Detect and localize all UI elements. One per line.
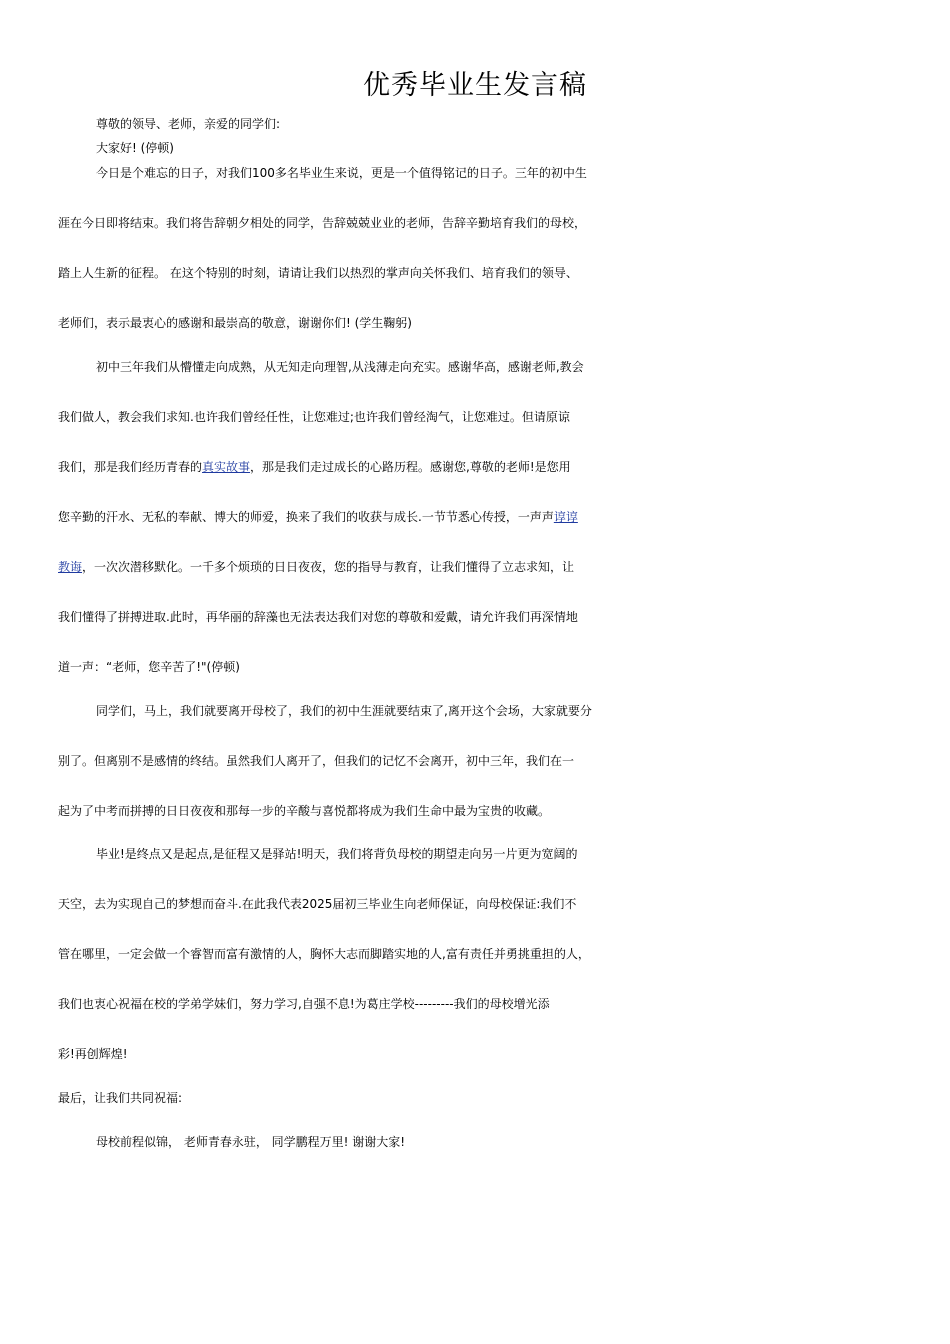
paragraph-line: 同学们，马上，我们就要离开母校了，我们的初中生涯就要结束了,离开这个会场，大家就要分 — [96, 704, 592, 718]
paragraph-line: 道一声：“老师，您辛苦了!"(停顿) — [58, 660, 240, 674]
paragraph-line: 今日是个难忘的日子，对我们100多名毕业生来说，更是一个值得铭记的日子。三年的初中生 — [96, 166, 587, 180]
paragraph-line: 彩!再创辉煌! — [58, 1047, 128, 1061]
paragraph-line: 管在哪里，一定会做一个睿智而富有激情的人，胸怀大志而脚踏实地的人,富有责任并勇挑重担的人， — [58, 947, 590, 961]
link-true-story[interactable]: 真实故事 — [202, 460, 251, 474]
salutation: 尊敬的领导、老师，亲爱的同学们: — [96, 117, 281, 131]
paragraph-line: 我们，那是我们经历青春的真实故事，那是我们走过成长的心路历程。感谢您,尊敬的老师!是您用 — [58, 460, 571, 474]
paragraph-line: 毕业!是终点又是起点,是征程又是驿站!明天，我们将背负母校的期望走向另一片更为宽阔的 — [96, 847, 578, 861]
closing-intro: 最后，让我们共同祝福: — [58, 1091, 183, 1105]
paragraph-line: 老师们，表示最衷心的感谢和最崇高的敬意，谢谢你们! (学生鞠躬) — [58, 316, 412, 330]
paragraph-line: 别了。但离别不是感情的终结。虽然我们人离开了，但我们的记忆不会离开，初中三年，我们在一 — [58, 754, 575, 768]
link-earnest[interactable]: 谆谆 — [553, 510, 578, 524]
document-title: 优秀毕业生发言稿 — [363, 70, 587, 101]
paragraph-line: 您辛勤的汗水、无私的奉献、博大的师爱，换来了我们的收获与成长.一节节悉心传授，一声声谆谆 — [58, 510, 578, 524]
paragraph-line: 教诲，一次次潜移默化。一千多个烦琐的日日夜夜，您的指导与教育，让我们懂得了立志求知，让 — [58, 560, 575, 574]
link-teaching[interactable]: 教诲 — [58, 560, 83, 574]
paragraph-line: 天空，去为实现自己的梦想而奋斗.在此我代表2025届初三毕业生向老师保证，向母校保证:我们不 — [58, 897, 577, 911]
paragraph-line: 我们也衷心祝福在校的学弟学妹们，努力学习,自强不息!为葛庄学校---------我们的母校增光添 — [58, 997, 550, 1011]
paragraph-line: 涯在今日即将结束。我们将告辞朝夕相处的同学，告辞兢兢业业的老师，告辞辛勤培育我们的母校， — [58, 216, 587, 230]
paragraph-line: 踏上人生新的征程。 在这个特别的时刻，请请让我们以热烈的掌声向关怀我们、培育我们的领导、 — [58, 266, 578, 280]
paragraph-line: 我们做人，教会我们求知.也许我们曾经任性，让您难过;也许我们曾经淘气，让您难过。但请原谅 — [58, 410, 570, 424]
paragraph-line: 初中三年我们从懵懂走向成熟，从无知走向理智,从浅薄走向充实。感谢华高，感谢老师,教会 — [96, 360, 584, 374]
paragraph-line: 起为了中考而拼搏的日日夜夜和那每一步的辛酸与喜悦都将成为我们生命中最为宝贵的收藏。 — [58, 804, 551, 818]
greeting: 大家好! (停顿) — [96, 141, 174, 155]
paragraph-line: 我们懂得了拼搏进取.此时，再华丽的辞藻也无法表达我们对您的尊敬和爱戴，请允许我们再深情地 — [58, 610, 578, 624]
closing-wishes: 母校前程似锦， 老师青春永驻， 同学鹏程万里! 谢谢大家! — [96, 1135, 406, 1149]
